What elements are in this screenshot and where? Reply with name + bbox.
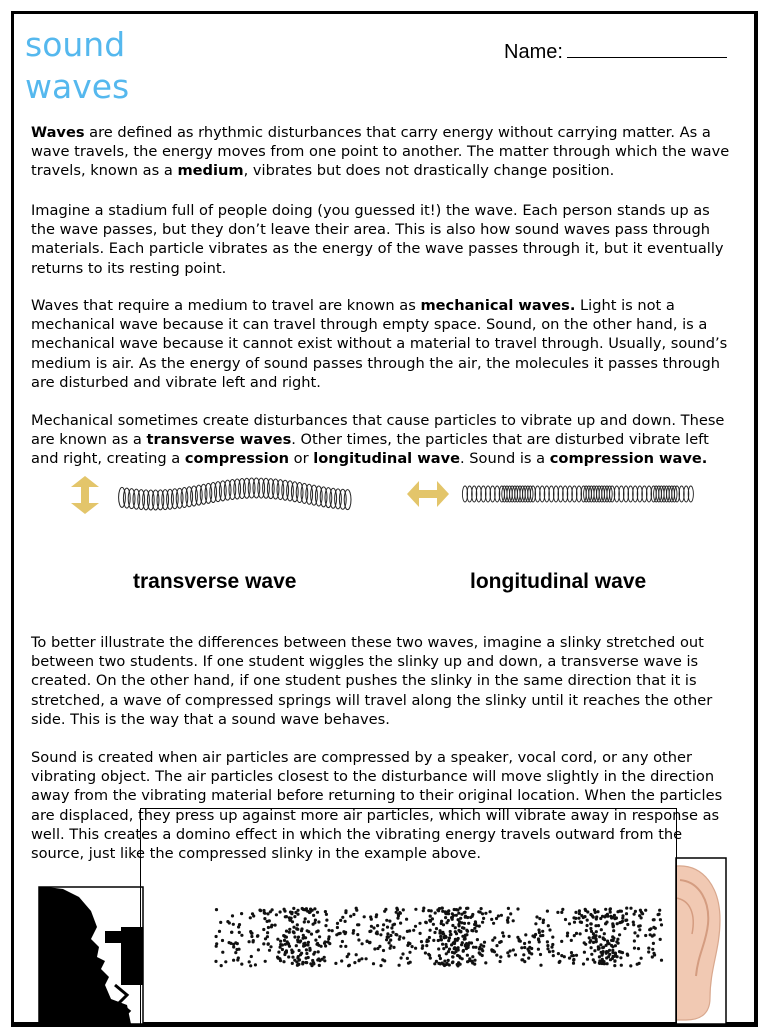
longitudinal-wave-label: longitudinal wave — [470, 570, 647, 593]
text-run: To better illustrate the differences between these two waves, imagine a slinky stretched out between two students. If one student wiggles the slinky up and down, a transverse wave is created. On the other hand, if one student pushes the slinky in the same direction that it is stretched, a wave of compressed springs will travel along the slinky until it reaches the other side. This is the way that a sound wave behaves. — [31, 634, 713, 728]
text-run: Mechanical sometimes create disturbances that cause particles to vibrate up and down. These are known as a — [31, 412, 725, 449]
name-field — [504, 38, 727, 65]
text-run: or — [289, 450, 314, 468]
paragraph-wave-types — [31, 411, 731, 469]
text-run: , vibrates but does not drastically change position. — [243, 162, 615, 180]
text-run: are defined as rhythmic disturbances that carry energy without carrying matter. As a wave travels, the energy moves from one point to another. The matter through which the wave travels, known as a — [31, 124, 730, 180]
title-line-1: sound — [25, 25, 126, 64]
text-run: longitudinal wave — [313, 450, 460, 468]
longitudinal-arrow-icon — [407, 479, 449, 509]
title-line-2: waves — [25, 67, 130, 106]
ear-icon — [676, 858, 726, 1024]
text-run: compression wave. — [549, 450, 708, 468]
text-run: . Other times, the particles that are disturbed vibrate left and right, creating a — [31, 431, 709, 468]
text-run: Imagine a stadium full of people doing (you guessed it!) the wave. Each person stands up as the wave passes, but they don’t leave their area. This is also how sound waves pass through materials. Each particle vibrates as the energy of the wave passes through it, but it eventually returns to its resting point. — [31, 202, 724, 277]
text-run: medium — [177, 162, 244, 180]
text-run: Waves — [31, 124, 85, 141]
paragraph-mechanical-waves — [31, 296, 731, 392]
text-run: . Sound is a — [460, 450, 550, 468]
transverse-arrow-icon — [68, 476, 102, 514]
text-run: mechanical waves. — [420, 297, 576, 314]
text-run: compression — [184, 450, 290, 468]
compression-particles-diagram — [140, 808, 677, 1024]
text-run: Sound is created when air particles are compressed by a speaker, vocal cord, or any other vibrating object. The air particles closest to the disturbance will move slightly in the direction away from the vibrating material before returning to their original location. When the particles are displaced, they press up against more air particles, which will vibrate away in response as well. This creates a domino effect in which the vibrating energy travels outward from the source, just like the compressed slinky in the example above. — [31, 749, 723, 863]
worksheet-title — [25, 24, 129, 108]
text-run: Waves that require a medium to travel are known as — [31, 297, 421, 314]
transverse-wave-label: transverse wave — [133, 570, 297, 593]
paragraph-stadium — [31, 201, 731, 278]
name-label: Name: — [504, 41, 563, 63]
text-run: transverse waves — [146, 431, 292, 449]
speaking-person-icon — [39, 887, 143, 1024]
paragraph-slinky — [31, 633, 731, 729]
longitudinal-slinky-icon — [461, 482, 699, 506]
transverse-slinky-icon — [116, 474, 356, 514]
text-run: Light is not a mechanical wave because it can travel through empty space. Sound, on the other hand, is a mechanical wave because it cannot exist without a material to travel through. Usually, sound’s medium is air. As the energy of sound passes through the air, the molecules it passes through are disturbed and vibrate left and right. — [31, 297, 728, 391]
paragraph-waves-definition — [31, 123, 731, 181]
name-blank[interactable] — [567, 38, 727, 58]
